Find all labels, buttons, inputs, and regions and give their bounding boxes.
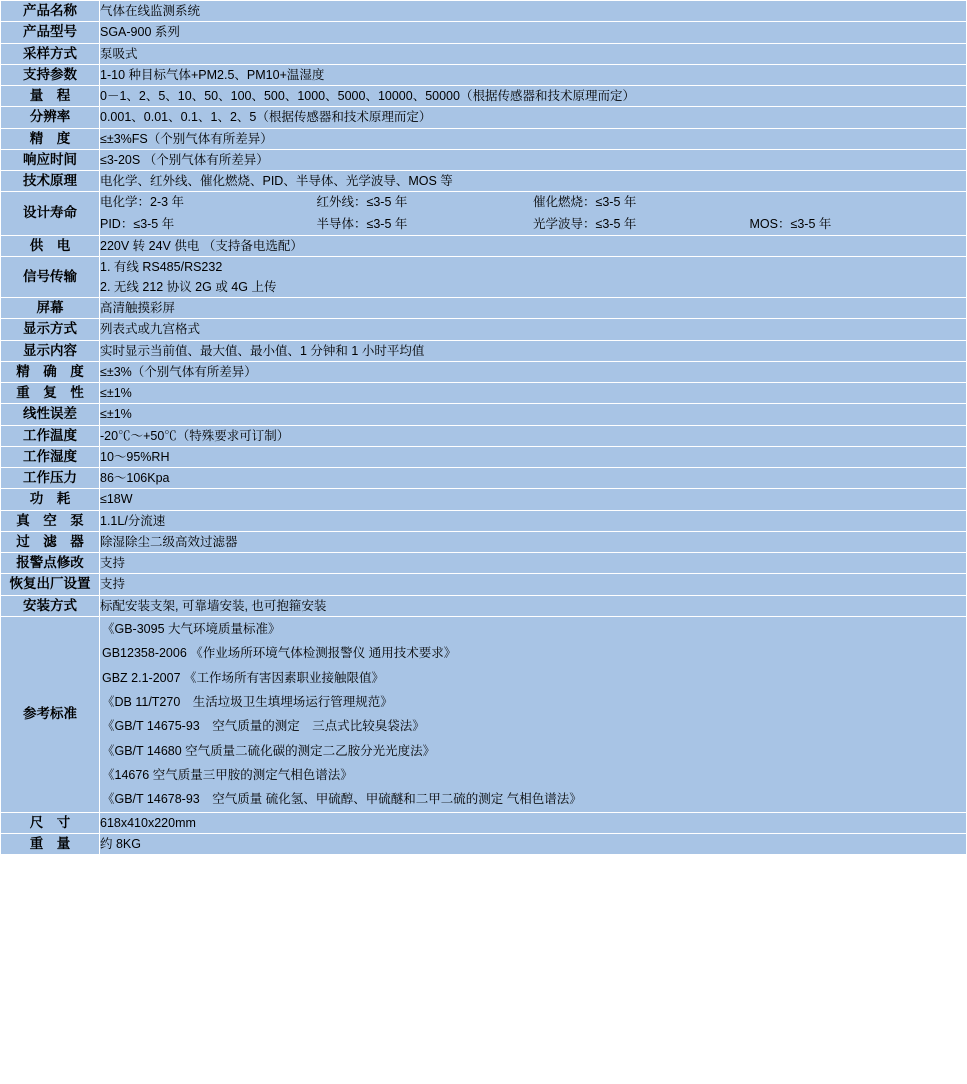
spec-value: 0.001、0.01、0.1、1、2、5（根据传感器和技术原理而定） [100, 107, 967, 128]
spec-value: 86～106Kpa [100, 468, 967, 489]
spec-label: 供 电 [1, 235, 100, 256]
table-row [1, 404, 967, 425]
table-row [1, 595, 967, 616]
standard-line: 《14676 空气质量三甲胺的测定气相色谱法》 [102, 768, 353, 782]
design-life-cell: 催化燃烧：≤3-5 年 [533, 195, 637, 210]
spec-value: 除湿除尘二级高效过滤器 [100, 531, 967, 552]
spec-value: 标配安装支架, 可靠墙安装, 也可抱箍安装 [100, 595, 967, 616]
table-row [1, 128, 967, 149]
spec-value: ≤±1% [100, 383, 967, 404]
table-row [1, 489, 967, 510]
spec-value: 约 8KG [100, 834, 967, 855]
table-row [1, 446, 967, 467]
spec-label: 重 量 [1, 834, 100, 855]
spec-value: 泵吸式 [100, 43, 967, 64]
table-row [1, 319, 967, 340]
spec-label: 精 确 度 [1, 361, 100, 382]
standard-line: 《GB-3095 大气环境质量标准》 [102, 621, 281, 636]
spec-label: 采样方式 [1, 43, 100, 64]
table-row [1, 235, 967, 256]
table-row [1, 43, 967, 64]
spec-value [100, 616, 967, 812]
value-line: 1. 有线 RS485/RS232 [100, 260, 223, 274]
spec-label: 信号传输 [1, 257, 100, 298]
spec-label: 功 耗 [1, 489, 100, 510]
design-life-cell: PID：≤3-5 年 [100, 216, 175, 231]
spec-label: 过 滤 器 [1, 531, 100, 552]
table-row [1, 834, 967, 855]
table-row [1, 531, 967, 552]
spec-label: 恢复出厂设置 [1, 574, 100, 595]
table-row [1, 64, 967, 85]
spec-label: 线性误差 [1, 404, 100, 425]
spec-label: 参考标准 [1, 616, 100, 812]
table-row [1, 574, 967, 595]
spec-value [100, 192, 967, 236]
spec-value: 1.1L/分流速 [100, 510, 967, 531]
table-row [1, 257, 967, 298]
design-life-cell: MOS：≤3-5 年 [749, 216, 832, 231]
design-life-cell [750, 192, 967, 213]
table-row [1, 553, 967, 574]
table-row [1, 192, 967, 236]
table-row [1, 510, 967, 531]
spec-value: -20℃～+50℃（特殊要求可订制） [100, 425, 967, 446]
design-life-row [100, 214, 966, 235]
spec-label: 工作湿度 [1, 446, 100, 467]
spec-label: 产品型号 [1, 22, 100, 43]
spec-value: 1-10 种目标气体+PM2.5、PM10+温湿度 [100, 64, 967, 85]
spec-label: 重 复 性 [1, 383, 100, 404]
spec-label: 分辨率 [1, 107, 100, 128]
spec-label: 精 度 [1, 128, 100, 149]
table-row [1, 383, 967, 404]
design-life-row [100, 192, 966, 213]
spec-value: 618x410x220mm [100, 812, 967, 833]
table-row [1, 86, 967, 107]
spec-label: 显示方式 [1, 319, 100, 340]
spec-value: 支持 [100, 553, 967, 574]
spec-label: 安装方式 [1, 595, 100, 616]
spec-value: ≤±3%FS（个别气体有所差异） [100, 128, 967, 149]
design-life-cell: 电化学：2-3 年 [100, 195, 185, 210]
spec-value: 支持 [100, 574, 967, 595]
table-row [1, 22, 967, 43]
spec-label: 尺 寸 [1, 812, 100, 833]
standard-line: GB12358-2006 《作业场所环境气体检测报警仪 通用技术要求》 [102, 646, 457, 661]
spec-label: 屏幕 [1, 298, 100, 319]
spec-label: 工作压力 [1, 468, 100, 489]
table-row [1, 361, 967, 382]
table-row [1, 171, 967, 192]
spec-value: ≤18W [100, 489, 967, 510]
table-row [1, 425, 967, 446]
spec-value: 实时显示当前值、最大值、最小值、1 分钟和 1 小时平均值 [100, 340, 967, 361]
spec-value: 列表式或九宫格式 [100, 319, 967, 340]
spec-label: 报警点修改 [1, 553, 100, 574]
value-line: 2. 无线 212 协议 2G 或 4G 上传 [100, 280, 277, 294]
spec-label: 产品名称 [1, 1, 100, 22]
design-life-cell: 光学波导：≤3-5 年 [533, 216, 637, 231]
spec-label: 响应时间 [1, 149, 100, 170]
table-row [1, 468, 967, 489]
design-life-grid [100, 192, 966, 235]
spec-value: 高清触摸彩屏 [100, 298, 967, 319]
spec-value: ≤±3%（个别气体有所差异） [100, 361, 967, 382]
table-row [1, 340, 967, 361]
spec-label: 量 程 [1, 86, 100, 107]
spec-value: 220V 转 24V 供电 （支持备电选配） [100, 235, 967, 256]
table-row [1, 616, 967, 812]
standard-line: 《GB/T 14680 空气质量二硫化碳的测定二乙胺分光光度法》 [102, 743, 436, 758]
specification-table-body [1, 1, 967, 855]
spec-label: 真 空 泵 [1, 510, 100, 531]
spec-value [100, 257, 967, 298]
standard-line: 《GB/T 14678-93 空气质量 硫化氢、甲硫醇、甲硫醚和二甲二硫的测定 气相色谱法》 [102, 792, 582, 807]
spec-label: 工作温度 [1, 425, 100, 446]
table-row [1, 1, 967, 22]
spec-value: ≤±1% [100, 404, 967, 425]
spec-label: 支持参数 [1, 64, 100, 85]
design-life-cell: 红外线：≤3-5 年 [316, 195, 408, 210]
spec-label: 设计寿命 [1, 192, 100, 236]
design-life-cell: 半导体：≤3-5 年 [316, 216, 408, 231]
table-row [1, 812, 967, 833]
table-row [1, 149, 967, 170]
table-row [1, 298, 967, 319]
spec-value: 电化学、红外线、催化燃烧、PID、半导体、光学波导、MOS 等 [100, 171, 967, 192]
spec-value: SGA-900 系列 [100, 22, 967, 43]
standard-line: GBZ 2.1-2007 《工作场所有害因素职业接触限值》 [102, 670, 384, 685]
spec-value: 气体在线监测系统 [100, 1, 967, 22]
standard-line: 《GB/T 14675-93 空气质量的测定 三点式比较臭袋法》 [102, 719, 425, 734]
standard-line: 《DB 11/T270 生活垃圾卫生填埋场运行管理规范》 [102, 694, 393, 709]
spec-label: 技术原理 [1, 171, 100, 192]
spec-label: 显示内容 [1, 340, 100, 361]
table-row [1, 107, 967, 128]
spec-value: 0－1、2、5、10、50、100、500、1000、5000、10000、50000（根据传感器和技术原理而定） [100, 86, 967, 107]
spec-value: ≤3-20S （个别气体有所差异） [100, 149, 967, 170]
spec-value: 10～95%RH [100, 446, 967, 467]
